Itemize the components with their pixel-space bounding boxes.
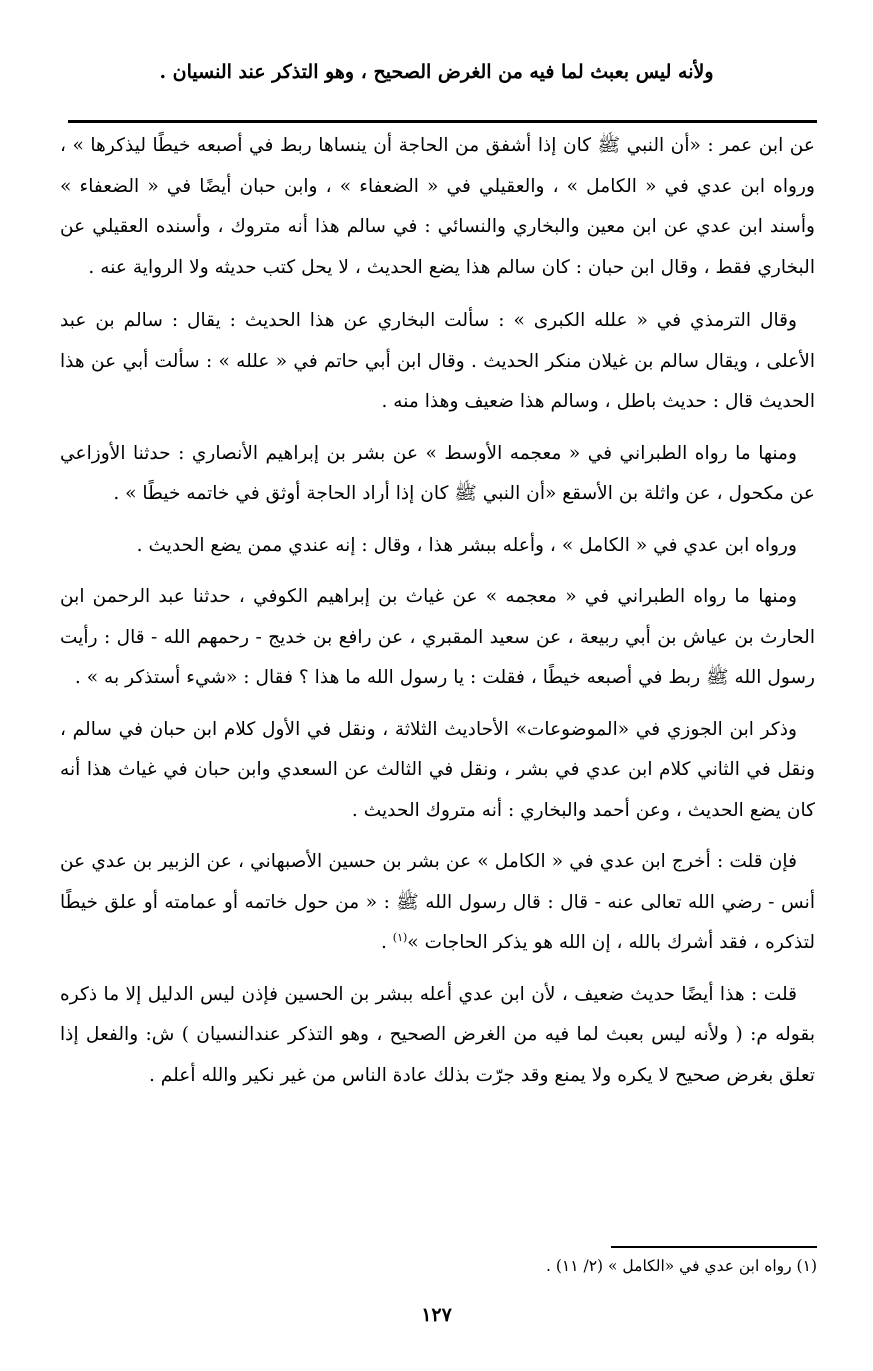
paragraph-1: عن ابن عمر : «أن النبي ﷺ كان إذا أشفق من الحاجة أن ينساها ربط في أصبعه خيطًا ليذكرها » ، ورواه ابن عدي في « الكامل » ، والعقيلي في « الضعفاء » ، وابن حبان أيضًا في « الضعفاء » وأسند ابن عدي عن ابن معين والبخاري والنسائي : في سالم هذا أنه متروك ، وأسنده العقيلي عن البخاري فقط ، وقال ابن حبان : كان سالم هذا يضع الحديث ، لا يحل كتب حديثه ولا الرواية عنه . [60,135,815,278]
paragraph-6 [60,710,815,832]
paragraph-7: فإن قلت : أخرج ابن عدي في « الكامل » عن بشر بن حسين الأصبهاني ، عن الزبير بن عدي عن أنس - رضي الله تعالى عنه - قال : قال رسول الله ﷺ : « من حول خاتمه أو عمامته أو علق خيطًا لتذكره ، فقد أشرك بالله ، إن الله هو يذكر الحاجات »$^{(١)}$ . [60,851,815,953]
running-header: ولأنه ليس بعبث لما فيه من الغرض الصحيح ، وهو التذكر عند النسيان . [159,61,714,83]
paragraph-4 [60,526,815,567]
header-rule [68,120,817,123]
paragraph-5 [60,577,815,699]
paragraph-8-text: قلت : هذا أيضًا حديث ضعيف ، لأن ابن عدي أعله ببشر بن الحسين فإذن ليس الدليل إلا ما ذكره بقوله م: ( ولأنه ليس بعبث لما فيه من الغرض الصحيح ، وهو التذكر عندالنسيان ) ش: والفعل إذا تعلق بغرض صحيح لا يكره ولا يمنع وقد جرّت بذلك عادة الناس من غير نكير والله أعلم . [60,983,815,1086]
page-number: ١٢٧ [421,1304,452,1326]
paragraph-3 [60,434,815,515]
paragraph-2-text: وقال الترمذي في « علله الكبرى » : سألت البخاري عن هذا الحديث : يقال : سالم بن عبد الأعلى ، ويقال سالم بن غيلان منكر الحديث . وقال ابن أبي حاتم في « علله » : سألت أبي عن هذا الحديث قال : حديث باطل ، وسالم هذا ضعيف وهذا منه . [60,310,815,412]
paragraph-4-text: ورواه ابن عدي في « الكامل » ، وأعله ببشر هذا ، وقال : إنه عندي ممن يضع الحديث . [136,534,797,556]
footnote: (١) رواه ابن عدي في «الكامل » (٢/ ١١) . [545,1257,817,1275]
paragraph-5-text: ومنها ما رواه الطبراني في « معجمه » عن غياث بن إبراهيم الكوفي ، حدثنا عبد الرحمن ابن الحارث بن عياش بن أبي ربيعة ، عن سعيد المقبري ، عن رافع بن خديج - رحمهم الله - قال : رأيت رسول الله ﷺ ربط في أصبعه خيطًا ، فقلت : يا رسول الله ما هذا ؟ فقال : «شيء أستذكر به » . [60,586,815,688]
paragraph-6-text: وذكر ابن الجوزي في «الموضوعات» الأحاديث الثلاثة ، ونقل في الأول كلام ابن حبان في سالم ، ونقل في الثاني كلام ابن عدي في بشر ، ونقل في الثالث عن السعدي وابن حبان في غياث هذا أنه كان يضع الحديث ، وعن أحمد والبخاري : أنه متروك الحديث . [60,718,815,821]
paragraph-3-text: ومنها ما رواه الطبراني في « معجمه الأوسط » عن بشر بن إبراهيم الأنصاري : حدثنا الأوزاعي عن مكحول ، عن واثلة بن الأسقع «أن النبي ﷺ كان إذا أراد الحاجة أوثق في خاتمه خيطًا » . [60,442,815,504]
main-text [60,126,815,1107]
paragraph-7-text: فإن قلت : أخرج ابن عدي في « الكامل » عن بشر بن حسين الأصبهاني ، عن الزبير بن عدي عن أنس - رضي الله تعالى عنه - قال : قال رسول الله ﷺ : « من حول خاتمه أو عمامته أو علق خيطًا لتذكره ، فقد أشرك بالله ، إن الله هو يذكر الحاجات » [60,851,815,953]
footnote-marker[interactable]: (١) [392,930,408,944]
paragraph-2 [60,301,815,423]
paragraph-8 [60,975,815,1097]
footnote-rule [611,1246,817,1248]
